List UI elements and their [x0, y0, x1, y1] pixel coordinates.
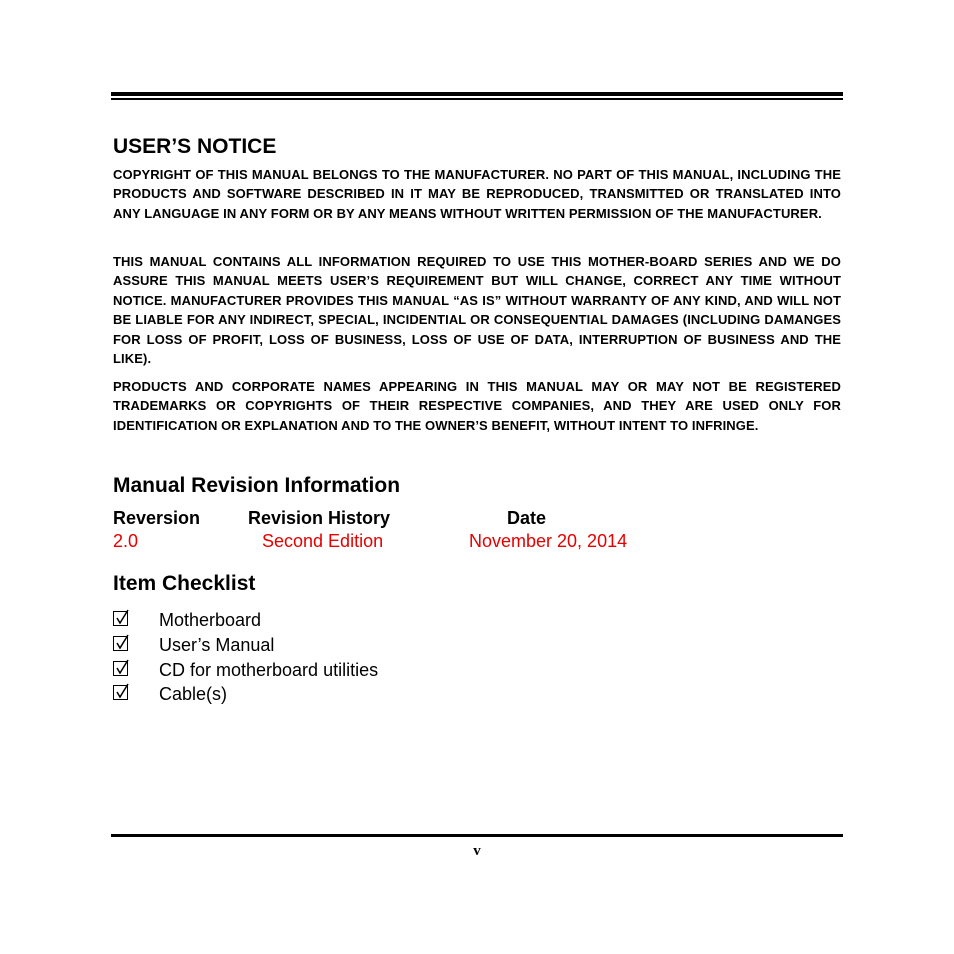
revision-value-reversion: 2.0 [113, 531, 139, 551]
revision-value-date: November 20, 2014 [469, 531, 628, 551]
header-rule-thin [111, 98, 843, 100]
footer-rule [111, 834, 843, 837]
page-number: v [473, 843, 481, 859]
checklist-item [113, 608, 262, 632]
checklist-item-label: CD for motherboard utilities [159, 660, 379, 680]
revision-header-date: Date [507, 508, 547, 528]
checklist-item-label: User’s Manual [159, 635, 275, 655]
header-rule-thick [111, 92, 843, 96]
notice-title: USER’S NOTICE [113, 135, 277, 158]
notice-paragraph-trademarks: PRODUCTS AND CORPORATE NAMES APPEARING IN THIS MANUAL MAY OR MAY NOT BE REGISTERED TRADEMARKS OR COPYRIGHTS OF THEIR RESPECTIVE COMPANIES, AND THEY ARE USED ONLY FOR IDENTIFICATION OR EXPLANATION AND TO THE OWNER’S BENEFIT, WITHOUT INTENT TO INFRINGE. [113, 379, 841, 433]
revision-header-reversion: Reversion [113, 508, 201, 528]
checklist-item [113, 682, 228, 706]
checked-box-icon [113, 685, 128, 700]
checklist-item [113, 658, 379, 682]
revision-title: Manual Revision Information [113, 474, 401, 497]
checklist-item-label: Motherboard [159, 610, 262, 630]
notice-paragraph-copyright: COPYRIGHT OF THIS MANUAL BELONGS TO THE MANUFACTURER. NO PART OF THIS MANUAL, INCLUDING THE PRODUCTS AND SOFTWARE DESCRIBED IN IT MAY BE REPRODUCED, TRANSMITTED OR TRANSLATED INTO ANY LANGUAGE IN ANY FORM OR BY ANY MEANS WITHOUT WRITTEN PERMISSION OF THE MANUFACTURER. [113, 167, 841, 221]
checked-box-icon [113, 611, 128, 626]
revision-value-history: Second Edition [262, 531, 384, 551]
revision-header-history: Revision History [248, 508, 391, 528]
checked-box-icon [113, 661, 128, 676]
checklist-item-label: Cable(s) [159, 684, 228, 704]
checked-box-icon [113, 636, 128, 651]
checklist-title: Item Checklist [113, 572, 256, 595]
checklist-item [113, 633, 275, 657]
notice-paragraph-disclaimer: THIS MANUAL CONTAINS ALL INFORMATION REQUIRED TO USE THIS MOTHER-BOARD SERIES AND WE DO ASSURE THIS MANUAL MEETS USER’S REQUIREMENT BUT WILL CHANGE, CORRECT ANY TIME WITHOUT NOTICE. MANUFACTURER PROVIDES THIS MANUAL “AS IS” WITHOUT WARRANTY OF ANY KIND, AND WILL NOT BE LIABLE FOR ANY INDIRECT, SPECIAL, INCIDENTIAL OR CONSEQUENTIAL DAMAGES (INCLUDING DAMANGES FOR LOSS OF PROFIT, LOSS OF BUSINESS, LOSS OF USE OF DATA, INTERRUPTION OF BUSINESS AND THE LIKE). [113, 254, 841, 367]
